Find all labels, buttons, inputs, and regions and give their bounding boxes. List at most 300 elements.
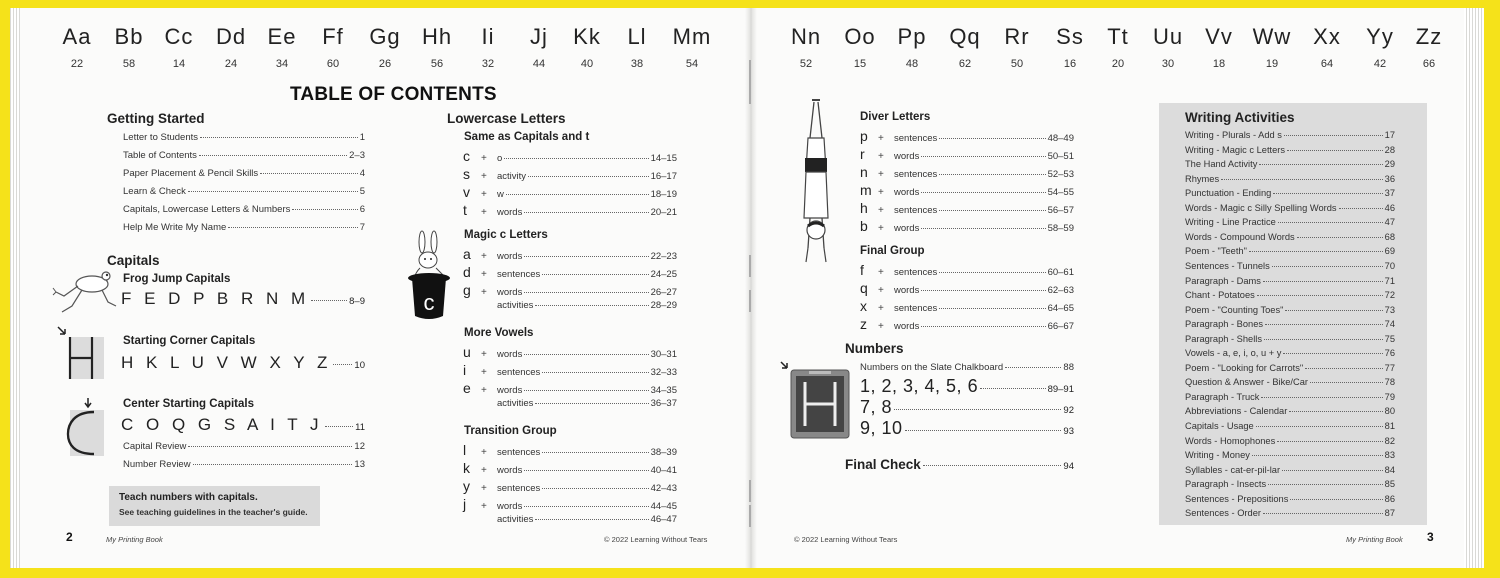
activity-label: Paragraph - Bones [1185,319,1264,330]
alphabet-item [1297,24,1357,70]
slate-page: 88 [1063,362,1074,373]
activity-page: 76 [1384,348,1395,359]
diver-heading: Diver Letters [860,111,931,123]
frog-illustration [52,262,122,317]
row-letter: z [860,316,867,332]
leader-dots [921,192,1045,193]
number-text: 7, 8 [860,397,893,417]
leader-dots [939,210,1045,211]
row-letter: y [463,478,470,494]
row-plus: + [481,465,487,476]
row-plus: + [878,133,884,144]
getting-started-item [123,186,365,200]
leader-dots [921,290,1045,291]
activity-page: 84 [1384,464,1395,475]
writing-activity-item [1185,290,1395,304]
leader-dots [1268,484,1383,485]
writing-activity-item [1185,203,1395,217]
letter-row [860,298,1074,314]
letter-row [463,344,677,360]
alphabet-item [607,24,667,70]
magic-c-heading: Magic c Letters [464,229,548,241]
activity-page: 77 [1384,362,1395,373]
activity-label: Poem - "Counting Toes" [1185,304,1284,315]
activity-page: 29 [1384,159,1395,170]
row-page: 54–55 [1047,187,1074,198]
letter-row [463,246,677,262]
activity-label: Syllables - cat-er-pil-lar [1185,464,1281,475]
activity-page: 78 [1384,377,1395,388]
spine-marker [749,60,751,82]
starting-corner-illustration [56,325,108,383]
row-word: activity [497,171,527,182]
number-review-label: Number Review [123,459,191,470]
number-review-row [123,459,365,473]
leader-dots [939,174,1045,175]
activity-page: 74 [1384,319,1395,330]
alphabet-item [830,24,890,70]
alphabet-page-number: 19 [1265,58,1279,70]
writing-activity-item [1185,319,1395,333]
alphabet-page-number: 38 [630,58,644,70]
leader-dots [535,519,648,520]
callout-line-2: See teaching guidelines in the teacher's guide. [119,507,308,517]
writing-activity-item [1185,188,1395,202]
alphabet-letters: Uu [1152,24,1184,49]
leader-dots [1283,353,1382,354]
row-page: 56–57 [1047,205,1074,216]
row-letter: d [463,264,471,280]
alphabet-item [987,24,1047,70]
leader-dots [200,137,358,138]
row-letter: f [860,262,864,278]
item-page: 5 [359,186,365,197]
writing-activity-item [1185,436,1395,450]
alphabet-letters: Ss [1056,24,1084,49]
activity-label: Question & Answer - Bike/Car [1185,377,1308,388]
getting-started-item [123,150,365,164]
item-page: 4 [359,168,365,179]
row-word: sentences [497,447,541,458]
alphabet-letters: Ff [322,24,344,49]
activity-page: 85 [1384,479,1395,490]
alphabet-page-number: 15 [853,58,867,70]
row-word: words [894,285,920,296]
spine-marker [749,505,751,527]
diver-illustration [788,98,844,266]
row-word: words [497,287,523,298]
alphabet-letters: Ee [267,24,297,49]
writing-activity-item [1185,217,1395,231]
letter-row [463,398,677,414]
row-page: 32–33 [650,367,677,378]
alphabet-page-number: 54 [685,58,699,70]
row-letter: q [860,280,868,296]
leader-dots [542,488,648,489]
alphabet-page-number: 22 [70,58,84,70]
leader-dots [1272,266,1383,267]
row-plus: + [481,287,487,298]
number-page: 93 [1063,426,1074,437]
row-word: sentences [894,267,938,278]
alphabet-item [303,24,363,70]
row-page: 62–63 [1047,285,1074,296]
spine-marker [749,480,751,502]
letter-row [463,514,677,530]
activity-page: 68 [1384,231,1395,242]
right-page-edges [1464,8,1484,568]
activity-label: Writing - Money [1185,450,1250,461]
row-word: words [894,151,920,162]
row-page: 38–39 [650,447,677,458]
row-plus: + [878,187,884,198]
slate-label: Numbers on the Slate Chalkboard [860,362,1004,373]
alphabet-page-number: 24 [224,58,238,70]
row-plus: + [481,367,487,378]
capital-review-label: Capital Review [123,441,187,452]
teach-numbers-callout [109,486,320,526]
row-plus: + [481,251,487,262]
getting-started-item [123,204,365,218]
item-page: 1 [359,132,365,143]
left-page-edges [10,8,20,568]
leader-dots [921,228,1045,229]
activity-page: 81 [1384,421,1395,431]
alphabet-letters: Bb [114,24,144,49]
letter-row [463,496,677,512]
row-page: 44–45 [650,501,677,512]
writing-activity-item [1185,494,1395,508]
slate-chalkboard-illustration [779,360,851,440]
leader-dots [1277,441,1382,442]
capitals-heading: Capitals [107,253,160,268]
center-starting-row [121,415,365,435]
right-book-title: My Printing Book [1346,535,1403,544]
final-check-row [845,457,1074,472]
spine-marker [749,290,751,312]
row-letter: s [463,166,470,182]
activity-label: Rhymes [1185,173,1220,184]
alphabet-page-number: 18 [1212,58,1226,70]
row-letter: n [860,164,868,180]
writing-activity-item [1185,392,1395,406]
alphabet-letters: Xx [1313,24,1341,49]
final-check-label: Final Check [845,457,921,472]
row-page: 22–23 [650,251,677,262]
letter-row [860,262,1074,278]
row-plus: + [481,483,487,494]
row-word: sentences [497,269,541,280]
final-group-heading: Final Group [860,245,925,257]
final-check-page: 94 [1063,461,1074,472]
alphabet-letters: Hh [421,24,453,49]
leader-dots [1278,222,1383,223]
alphabet-page-number: 14 [172,58,186,70]
alphabet-item [47,24,107,70]
frog-jump-page: 8–9 [349,296,365,307]
leader-dots [524,354,648,355]
activity-page: 36 [1384,173,1395,184]
row-letter: g [463,282,471,298]
leader-dots [188,446,352,447]
row-plus: + [481,207,487,218]
activity-page: 37 [1384,188,1395,199]
activity-label: Poem - "Teeth" [1185,246,1247,257]
activity-page: 79 [1384,391,1395,402]
activity-page: 83 [1384,450,1395,461]
row-page: 26–27 [650,287,677,298]
activity-page: 71 [1384,275,1395,286]
row-letter: k [463,460,470,476]
row-letter: m [860,182,872,198]
activity-page: 86 [1384,493,1395,504]
frog-jump-letters: F E D P B R N M [121,289,310,308]
letter-row [860,218,1074,234]
activity-label: Paragraph - Truck [1185,391,1260,402]
leader-dots [535,305,648,306]
letter-row [860,280,1074,296]
leader-dots [921,156,1045,157]
alphabet-letters: Yy [1366,24,1394,49]
getting-started-heading: Getting Started [107,111,205,126]
leader-dots [894,409,1061,410]
left-book-title: My Printing Book [106,535,163,544]
row-letter: e [463,380,471,396]
alphabet-item [1189,24,1249,70]
center-starting-letters: C O Q G S A I T J [121,415,323,434]
alphabet-letters: Oo [844,24,876,49]
row-letter: p [860,128,868,144]
leader-dots [524,470,648,471]
leader-dots [1305,368,1382,369]
activity-label: Poem - "Looking for Carrots" [1185,362,1304,373]
alphabet-letters: Aa [62,24,92,49]
writing-activity-item [1185,246,1395,260]
leader-dots [524,256,648,257]
starting-corner-heading: Starting Corner Capitals [123,335,256,347]
item-label: Learn & Check [123,186,186,197]
leader-dots [524,292,648,293]
row-word: sentences [894,169,938,180]
activity-label: Words - Compound Words [1185,231,1295,242]
activity-page: 28 [1384,144,1395,155]
row-word: words [894,223,920,234]
alphabet-item [355,24,415,70]
letter-row [860,200,1074,216]
leader-dots [1252,455,1383,456]
leader-dots [1249,251,1383,252]
row-plus: + [878,285,884,296]
number-line [860,418,1074,439]
row-word: words [497,501,523,512]
alphabet-page-number: 62 [958,58,972,70]
activity-label: Vowels - a, e, i, o, u + y [1185,348,1282,359]
getting-started-item [123,168,365,182]
writing-activity-item [1185,334,1395,348]
letter-row [463,442,677,458]
alphabet-item [1242,24,1302,70]
row-word: words [497,251,523,262]
activity-label: Abbreviations - Calendar [1185,406,1288,417]
starting-corner-row [121,353,365,373]
row-letter: u [463,344,471,360]
alphabet-page-number: 30 [1161,58,1175,70]
alphabet-letters: Dd [215,24,247,49]
row-page: 28–29 [650,300,677,311]
item-label: Table of Contents [123,150,197,161]
leader-dots [542,372,648,373]
letter-row [463,148,677,164]
alphabet-page-number: 44 [532,58,546,70]
row-word: sentences [894,205,938,216]
row-plus: + [481,153,487,164]
row-word: words [894,187,920,198]
row-word: words [497,385,523,396]
leader-dots [228,227,357,228]
alphabet-page-number: 40 [580,58,594,70]
starting-corner-page: 10 [354,360,365,371]
row-word: words [497,349,523,360]
writing-activity-item [1185,232,1395,246]
writing-activity-item [1185,421,1395,435]
activity-label: Words - Homophones [1185,435,1276,446]
leader-dots [939,308,1045,309]
activity-label: Paragraph - Shells [1185,333,1262,344]
right-page-number: 3 [1427,530,1434,544]
row-letter: a [463,246,471,262]
alphabet-letters: Rr [1004,24,1030,49]
letter-row [463,460,677,476]
row-plus: + [481,269,487,280]
item-label: Help Me Write My Name [123,222,227,233]
number-page: 89–91 [1047,384,1074,395]
center-starting-illustration [64,396,108,460]
alphabet-page-number: 50 [1010,58,1024,70]
alphabet-letters: Vv [1205,24,1233,49]
leader-dots [1339,208,1383,209]
leader-dots [260,173,358,174]
row-page: 34–35 [650,385,677,396]
starting-corner-letters: H K L U V W X Y Z [121,353,332,372]
leader-dots [311,300,347,301]
alphabet-letters: Cc [164,24,194,49]
letter-row [463,362,677,378]
capital-review-row [123,441,365,455]
item-label: Paper Placement & Pencil Skills [123,168,259,179]
activity-label: Writing - Line Practice [1185,217,1276,228]
alphabet-letters: Ww [1252,24,1292,49]
letter-row [463,184,677,200]
alphabet-letters: Qq [949,24,981,49]
item-page: 7 [359,222,365,233]
leader-dots [292,209,357,210]
leader-dots [923,465,1062,466]
letter-row [860,316,1074,332]
row-plus: + [878,267,884,278]
leader-dots [1273,193,1382,194]
alphabet-item [149,24,209,70]
writing-activity-item [1185,159,1395,173]
magic-hat-illustration [404,230,456,322]
leader-dots [921,326,1045,327]
writing-activity-item [1185,479,1395,493]
row-page: 20–21 [650,207,677,218]
getting-started-item [123,222,365,236]
row-letter: b [860,218,868,234]
letter-row [860,146,1074,162]
leader-dots [1261,397,1382,398]
activity-page: 69 [1384,246,1395,257]
row-plus: + [878,151,884,162]
leader-dots [1257,295,1383,296]
leader-dots [506,194,649,195]
row-plus: + [481,171,487,182]
row-letter: c [463,148,470,164]
activity-page: 75 [1384,333,1395,344]
row-plus: + [481,447,487,458]
book-spine [745,8,757,568]
row-word: sentences [497,367,541,378]
leader-dots [939,272,1045,273]
writing-activity-item [1185,406,1395,420]
leader-dots [1221,179,1383,180]
letter-row [463,478,677,494]
leader-dots [524,390,648,391]
activity-label: Writing - Plurals - Add s [1185,130,1282,140]
row-word: sentences [894,133,938,144]
writing-activity-item [1185,130,1395,144]
row-page: 52–53 [1047,169,1074,180]
activity-label: Capitals - Usage [1185,421,1254,431]
row-word: w [497,189,504,200]
row-letter: j [463,496,467,512]
alphabet-page-number: 58 [122,58,136,70]
alphabet-item [662,24,722,70]
leader-dots [1259,164,1382,165]
row-page: 18–19 [650,189,677,200]
alphabet-page-number: 26 [378,58,392,70]
writing-activity-item [1185,305,1395,319]
row-plus: + [878,303,884,314]
activity-page: 46 [1384,202,1395,213]
leader-dots [1284,135,1383,136]
frog-jump-row [121,289,365,309]
row-word: words [497,465,523,476]
alphabet-page-number: 64 [1320,58,1334,70]
more-vowels-heading: More Vowels [464,327,534,339]
alphabet-item [882,24,942,70]
row-word: words [497,207,523,218]
spine-marker [749,255,751,277]
letter-row [463,300,677,316]
leader-dots [1282,470,1383,471]
leader-dots [1289,411,1382,412]
activity-page: 17 [1384,130,1395,140]
row-letter: i [463,362,467,378]
writing-activities-heading: Writing Activities [1185,110,1295,125]
row-word: sentences [497,483,541,494]
leader-dots [542,452,648,453]
leader-dots [980,388,1046,389]
right-copyright: © 2022 Learning Without Tears [794,535,898,544]
row-page: 40–41 [650,465,677,476]
capital-review-page: 12 [354,441,365,452]
alphabet-page-number: 66 [1422,58,1436,70]
numbers-heading: Numbers [845,341,904,356]
row-plus: + [481,501,487,512]
leader-dots [199,155,347,156]
activity-label: The Hand Activity [1185,159,1258,170]
